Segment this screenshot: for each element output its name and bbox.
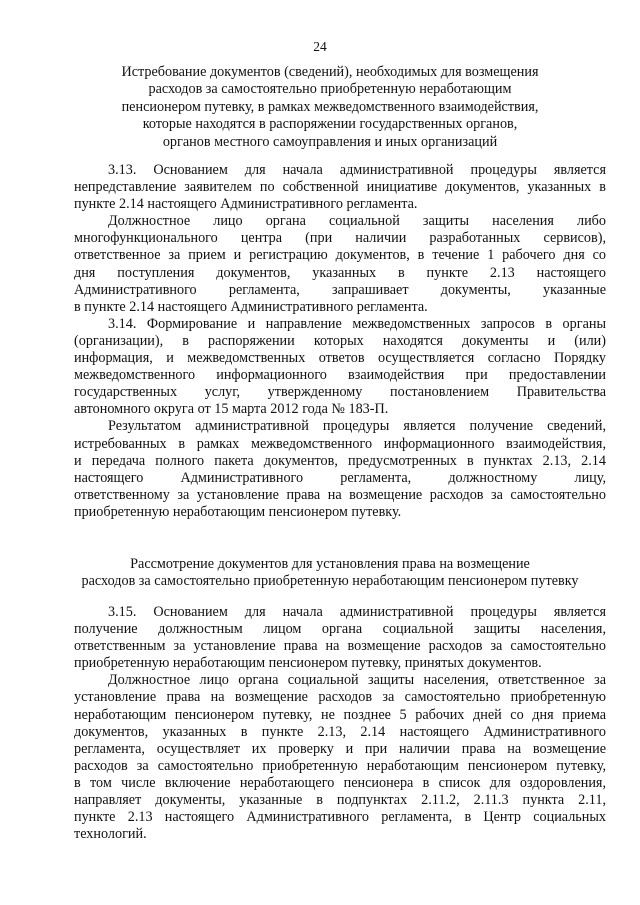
text-line: дня поступления документов, указанных в пункте 2.13 настоящего [74,264,606,281]
text-line: Должностное лицо органа социальной защиты населения, ответственное за [108,672,606,689]
text-line: в пункте 2.14 настоящего Административного регламента. [74,298,428,315]
text-line: многофункционального центра (при наличии разработанных сервисов), [74,230,606,247]
text-line: автономного округа от 15 марта 2012 года № 183-П. [74,401,389,418]
text-line: Результатом административной процедуры является получение сведений, [108,418,606,435]
text-line: ответственному за установление права на возмещение расходов за самостоятельно [74,486,606,503]
section-body-requesting-documents [74,162,606,521]
text-line: получение должностным лицом органа социальной защиты населения, [74,621,606,638]
text-line: установление права на возмещение расходов за самостоятельно приобретенную [74,689,606,706]
text-line: расходов за самостоятельно приобретенную неработающим пенсионером путевку, [74,757,606,774]
text-line: 3.13. Основанием для начала административной процедуры является [108,162,606,178]
text-line: документов, указанных в пункте 2.13, 2.14 настоящего Административного [74,723,606,740]
text-line: приобретенную неработающим пенсионером путевку, принятых документов. [74,655,542,672]
paragraph-responsible-official [74,213,606,316]
section-body-document-review [74,604,606,843]
text-line: направляет документы, указанные в подпунктах 2.11.2, 2.11.3 пункта 2.11, [74,792,606,809]
text-line: регламента, осуществляет их проверку и при наличии права на возмещение [74,740,606,757]
text-line: (организации), в распоряжении которых находятся документы и (или) [74,332,606,349]
paragraph-3-13 [74,162,606,213]
paragraph-3-14 [74,316,606,419]
text-line: Должностное лицо органа социальной защиты населения либо [108,213,606,230]
text-line: 3.14. Формирование и направление межведомственных запросов в органы [108,315,606,332]
text-line: государственных услуг, утвержденному постановлением Правительства [74,384,606,401]
text-line: приобретенную неработающим пенсионером путевку. [74,503,402,520]
paragraph-3-15 [74,604,606,672]
text-line: 3.15. Основанием для начала административной процедуры является [108,604,606,620]
paragraph-review-procedure [74,672,606,843]
text-line: технологий. [74,826,147,843]
text-line: информация, и межведомственных ответов осуществляется согласно Порядку [74,350,606,367]
text-line: непредставление заявителем по собственной инициативе документов, указанных в [74,179,606,196]
text-line: Административного регламента, запрашивает документы, указанные [74,281,606,298]
text-line: настоящего Административного регламента, должностному лицу, [74,469,606,486]
text-line: ответственное за прием и регистрацию документов, в течение 1 рабочего дня со [74,247,606,264]
text-line: истребованных в рамках межведомственного информационного взаимодействия, [74,435,606,452]
paragraph-procedure-result [74,418,606,521]
text-line: пункте 2.14 настоящего Административного регламента. [74,196,418,213]
heading-line: расходов за самостоятельно приобретенную неработающим [148,81,512,98]
text-line: ответственным за установление права на возмещение расходов за самостоятельно [74,638,606,655]
text-line: межведомственного информационного взаимодействия при предоставлении [74,367,606,384]
heading-line: Истребование документов (сведений), необходимых для возмещения [121,64,539,80]
page-number: 24 [313,39,327,54]
heading-line: Рассмотрение документов для установления права на возмещение [130,556,530,572]
heading-line: пенсионером путевку, в рамках межведомственного взаимодействия, [121,98,539,115]
text-line: пункте 2.13 настоящего Административного регламента, в Центр социальных [74,809,606,826]
text-line: неработающим пенсионером путевку, не позднее 5 рабочих дней со дня приема [74,706,606,723]
text-line: в том числе включение неработающего пенсионера в список для оздоровления, [74,774,606,791]
heading-line: которые находятся в распоряжении государственных органов, [142,116,518,133]
heading-line: органов местного самоуправления и иных организаций [162,133,498,150]
section-heading-document-review [60,556,600,591]
text-line: и передача полного пакета документов, предусмотренных в пунктах 2.13, 2.14 [74,452,606,469]
section-heading-requesting-documents [60,64,600,151]
heading-line: расходов за самостоятельно приобретенную неработающим пенсионером путевку [81,573,579,590]
